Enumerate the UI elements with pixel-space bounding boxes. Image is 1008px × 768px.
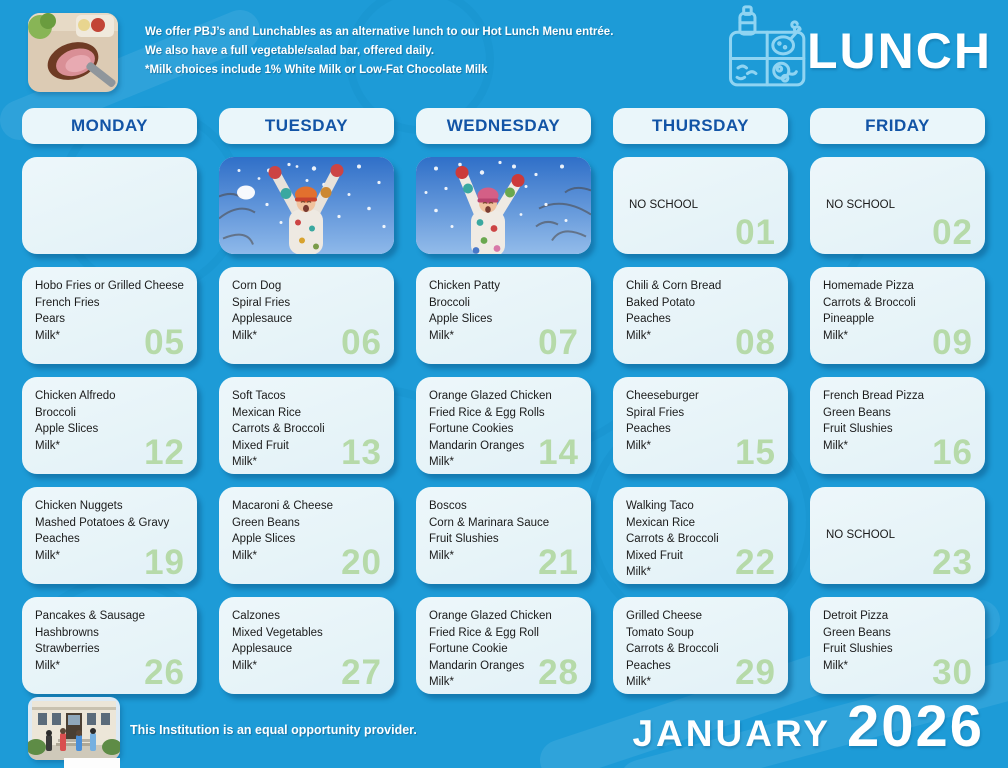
date-badge: 23 (932, 543, 973, 582)
menu-item-line: Chicken Patty (429, 280, 500, 292)
info-line-1: We offer PBJ’s and Lunchables as an alternative lunch to our Hot Lunch Menu entrée. (145, 26, 614, 38)
photo-notch (64, 758, 120, 768)
menu-item-line: Carrots & Broccoli (823, 296, 916, 309)
month-year (632, 693, 984, 760)
menu-item-line: Mandarin Oranges (429, 659, 525, 672)
day-header-tuesday: TUESDAY (219, 108, 394, 144)
day-header-wednesday: WEDNESDAY (416, 108, 591, 144)
menu-item-line: Spiral Fries (232, 296, 291, 309)
lunch-logo (723, 4, 992, 98)
menu-item-line: Detroit Pizza (823, 610, 889, 622)
menu-item-line: Orange Glazed Chicken (429, 390, 552, 402)
menu-card-26 (22, 597, 197, 694)
menu-item-line: Pancakes & Sausage (35, 610, 145, 622)
menu-item-line: Orange Glazed Chicken (429, 610, 552, 622)
menu-item-line: Milk* (232, 549, 257, 562)
menu-item-line: Milk* (626, 676, 651, 688)
menu-item-line: Milk* (626, 329, 651, 342)
menu-item-line: Homemade Pizza (823, 280, 914, 292)
info-line-2: We also have a full vegetable/salad bar, offered daily. (145, 45, 435, 57)
menu-item-line: Mexican Rice (626, 516, 696, 529)
date-badge: 14 (538, 433, 579, 472)
menu-item-line: Mandarin Oranges (429, 439, 525, 452)
menu-item-line: Peaches (626, 659, 671, 672)
date-badge: 05 (144, 323, 185, 362)
menu-card-16 (810, 377, 985, 474)
menu-item-line: Milk* (35, 329, 60, 342)
date-badge: 27 (341, 653, 382, 692)
menu-item-line: Broccoli (429, 296, 470, 309)
menu-card-06 (219, 267, 394, 364)
menu-item-line: Mixed Vegetables (232, 626, 323, 639)
menu-item-line: Green Beans (232, 516, 300, 529)
menu-card-27 (219, 597, 394, 694)
date-badge: 28 (538, 653, 579, 692)
menu-item-line: Pears (35, 313, 66, 325)
date-badge: 19 (144, 543, 185, 582)
menu-item-line: Milk* (823, 329, 848, 342)
menu-card-21 (416, 487, 591, 584)
date-badge: 22 (735, 543, 776, 582)
empty-card (22, 157, 197, 254)
menu-item-line: Carrots & Broccoli (232, 423, 325, 435)
menu-card-28 (416, 597, 591, 694)
menu-card-30 (810, 597, 985, 694)
menu-item-line: Milk* (35, 439, 60, 452)
date-badge: 29 (735, 653, 776, 692)
menu-item-line: Milk* (35, 549, 60, 562)
menu-item-line: Milk* (232, 659, 257, 672)
menu-item-line: Milk* (429, 549, 454, 562)
date-badge: 02 (932, 213, 973, 252)
menu-item-line: Fruit Slushies (823, 423, 893, 435)
date-badge: 08 (735, 323, 776, 362)
menu-item-line: Broccoli (35, 406, 76, 419)
menu-item-line: Green Beans (823, 406, 891, 419)
calendar-grid (22, 108, 986, 694)
date-badge: 21 (538, 543, 579, 582)
menu-item-line: Applesauce (232, 643, 293, 655)
menu-card-29 (613, 597, 788, 694)
no-school-card-23 (810, 487, 985, 584)
date-badge: 16 (932, 433, 973, 472)
menu-item-line: NO SCHOOL (826, 529, 896, 542)
menu-item-line: Tomato Soup (626, 626, 694, 639)
menu-item-line: Corn & Marinara Sauce (429, 516, 550, 529)
menu-card-22 (613, 487, 788, 584)
menu-card-09 (810, 267, 985, 364)
menu-card-19 (22, 487, 197, 584)
date-badge: 01 (735, 213, 776, 252)
menu-item-line: Milk* (626, 566, 651, 578)
menu-item-line: Milk* (429, 329, 454, 342)
info-line-3: *Milk choices include 1% White Milk or Low-Fat Chocolate Milk (145, 64, 488, 76)
menu-item-line: Fruit Slushies (429, 533, 499, 545)
date-badge: 07 (538, 323, 579, 362)
year-label: 2026 (846, 694, 984, 759)
menu-item-line: Hobo Fries or Grilled Cheese (35, 280, 184, 292)
footer-note: This Institution is an equal opportunity provider. (130, 723, 417, 737)
menu-item-line: Calzones (232, 610, 280, 622)
menu-item-line: Spiral Fries (626, 406, 685, 419)
no-school-card-02 (810, 157, 985, 254)
menu-item-line: Chicken Alfredo (35, 390, 116, 402)
snow-photo-card (416, 157, 591, 254)
menu-item-line: Cheeseburger (626, 390, 699, 402)
menu-item-line: Carrots & Broccoli (626, 533, 719, 545)
menu-item-line: Milk* (232, 456, 257, 468)
menu-item-line: Carrots & Broccoli (626, 643, 719, 655)
date-badge: 09 (932, 323, 973, 362)
menu-item-line: Milk* (429, 456, 454, 468)
menu-item-line: Milk* (232, 329, 257, 342)
menu-item-line: NO SCHOOL (826, 199, 896, 212)
menu-item-line: Apple Slices (35, 423, 99, 435)
no-school-card-01 (613, 157, 788, 254)
menu-item-line: Mashed Potatoes & Gravy (35, 516, 170, 529)
menu-item-line: Fried Rice & Egg Rolls (429, 406, 545, 419)
menu-item-line: Fried Rice & Egg Roll (429, 626, 539, 639)
menu-item-line: Milk* (429, 676, 454, 688)
school-photo (28, 697, 120, 760)
menu-item-line: Apple Slices (429, 313, 493, 325)
day-header-monday: MONDAY (22, 108, 197, 144)
date-badge: 20 (341, 543, 382, 582)
menu-item-line: Hashbrowns (35, 626, 99, 639)
menu-item-line: French Fries (35, 296, 100, 309)
menu-item-line: Mexican Rice (232, 406, 302, 419)
menu-item-line: Corn Dog (232, 280, 282, 292)
menu-item-line: Mixed Fruit (232, 439, 289, 452)
date-badge: 06 (341, 323, 382, 362)
month-label: JANUARY (632, 713, 831, 754)
snow-photo-image (219, 157, 394, 254)
food-photo (28, 13, 118, 92)
menu-item-line: Peaches (35, 533, 80, 545)
snow-photo-image (416, 157, 591, 254)
menu-item-line: Chicken Nuggets (35, 500, 123, 512)
snow-photo-card (219, 157, 394, 254)
menu-item-line: Fruit Slushies (823, 643, 893, 655)
date-badge: 13 (341, 433, 382, 472)
day-header-friday: FRIDAY (810, 108, 985, 144)
menu-card-14 (416, 377, 591, 474)
menu-card-07 (416, 267, 591, 364)
menu-item-line: Pineapple (823, 313, 875, 325)
date-badge: 26 (144, 653, 185, 692)
menu-item-line: Applesauce (232, 313, 293, 325)
menu-item-line: Milk* (823, 659, 848, 672)
menu-item-line: Milk* (626, 439, 651, 452)
menu-item-line: Fortune Cookie (429, 643, 508, 655)
menu-item-line: Peaches (626, 423, 671, 435)
menu-item-line: Walking Taco (626, 500, 694, 512)
day-header-thursday: THURSDAY (613, 108, 788, 144)
menu-item-line: NO SCHOOL (629, 199, 699, 212)
menu-item-line: French Bread Pizza (823, 390, 924, 402)
menu-item-line: Soft Tacos (232, 390, 286, 402)
menu-card-05 (22, 267, 197, 364)
date-badge: 15 (735, 433, 776, 472)
menu-item-line: Peaches (626, 313, 671, 325)
header-info (145, 23, 685, 80)
menu-item-line: Apple Slices (232, 533, 296, 545)
menu-item-line: Milk* (35, 659, 60, 672)
lunch-logo-text: LUNCH (807, 23, 992, 79)
menu-card-15 (613, 377, 788, 474)
menu-item-line: Macaroni & Cheese (232, 500, 333, 512)
menu-item-line: Baked Potato (626, 296, 696, 309)
menu-item-line: Strawberries (35, 643, 100, 655)
menu-card-13 (219, 377, 394, 474)
menu-item-line: Green Beans (823, 626, 891, 639)
menu-item-line: Boscos (429, 500, 467, 512)
menu-card-20 (219, 487, 394, 584)
menu-item-line: Milk* (823, 439, 848, 452)
menu-item-line: Fortune Cookies (429, 423, 514, 435)
menu-item-line: Chili & Corn Bread (626, 280, 722, 292)
date-badge: 12 (144, 433, 185, 472)
date-badge: 30 (932, 653, 973, 692)
menu-card-12 (22, 377, 197, 474)
lunchbox-icon (723, 4, 817, 98)
menu-item-line: Grilled Cheese (626, 610, 703, 622)
menu-item-line: Mixed Fruit (626, 549, 683, 562)
menu-card-08 (613, 267, 788, 364)
